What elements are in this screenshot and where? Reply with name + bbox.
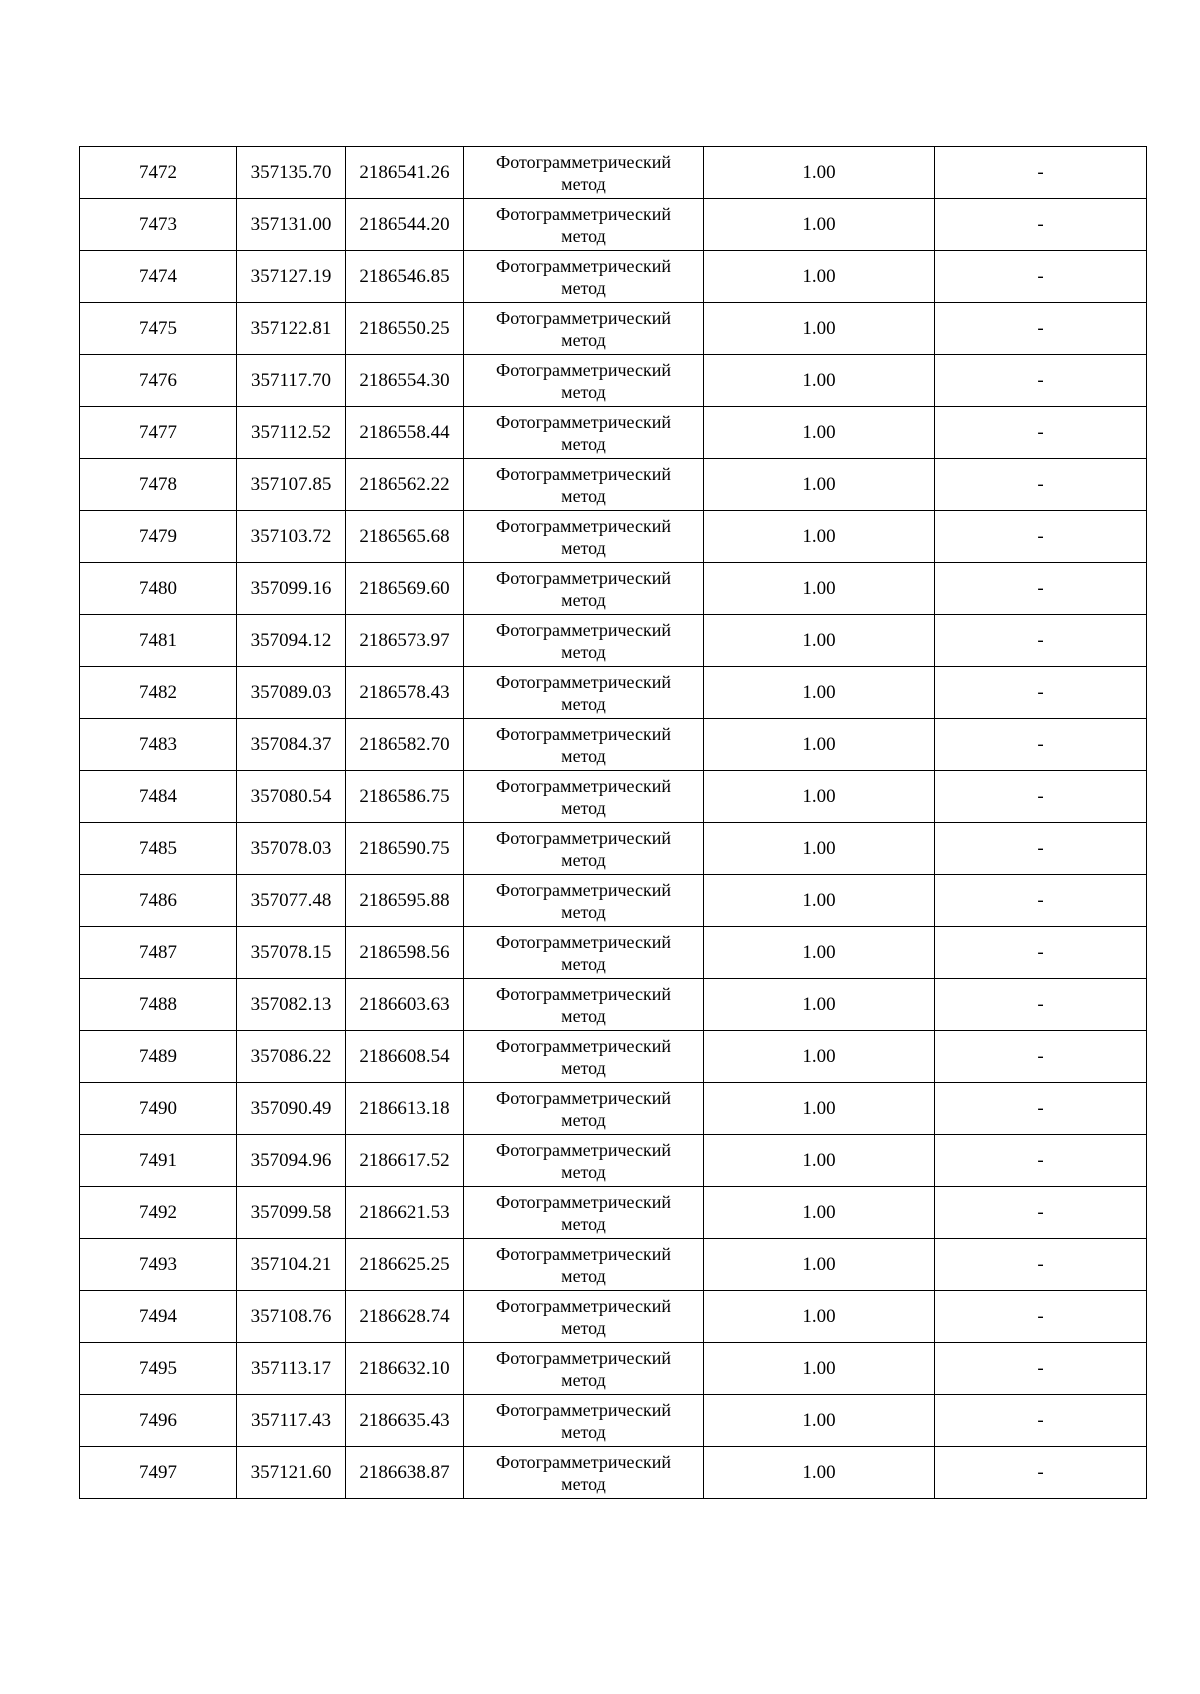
- method-cell: [464, 199, 704, 251]
- method-cell: [464, 615, 704, 667]
- method-cell: [464, 1187, 704, 1239]
- method-cell: [464, 1031, 704, 1083]
- method-line-2: метод: [561, 1473, 606, 1494]
- table-row: [80, 563, 1147, 615]
- table-row: [80, 1395, 1147, 1447]
- x-coordinate-cell: 357127.19: [237, 251, 346, 303]
- accuracy-cell: 1.00: [704, 1187, 935, 1239]
- method-line-2: метод: [561, 433, 606, 454]
- method-line-1: Фотограмметрический: [496, 307, 671, 328]
- accuracy-cell: 1.00: [704, 251, 935, 303]
- method-cell: [464, 459, 704, 511]
- method-line-1: Фотограмметрический: [496, 255, 671, 276]
- method-cell: [464, 1083, 704, 1135]
- method-cell: [464, 1291, 704, 1343]
- method-cell: [464, 667, 704, 719]
- accuracy-cell: 1.00: [704, 823, 935, 875]
- note-cell: -: [935, 1187, 1147, 1239]
- table-row: [80, 459, 1147, 511]
- table-row: [80, 1239, 1147, 1291]
- method-line-2: метод: [561, 745, 606, 766]
- method-cell: [464, 1343, 704, 1395]
- table-row: [80, 1447, 1147, 1499]
- x-coordinate-cell: 357135.70: [237, 147, 346, 199]
- note-cell: -: [935, 1083, 1147, 1135]
- method-cell: [464, 563, 704, 615]
- method-line-2: метод: [561, 537, 606, 558]
- y-coordinate-cell: 2186582.70: [346, 719, 464, 771]
- coordinates-table: [79, 146, 1147, 1499]
- x-coordinate-cell: 357117.70: [237, 355, 346, 407]
- y-coordinate-cell: 2186621.53: [346, 1187, 464, 1239]
- y-coordinate-cell: 2186565.68: [346, 511, 464, 563]
- accuracy-cell: 1.00: [704, 459, 935, 511]
- y-coordinate-cell: 2186635.43: [346, 1395, 464, 1447]
- method-line-1: Фотограмметрический: [496, 931, 671, 952]
- note-cell: -: [935, 615, 1147, 667]
- accuracy-cell: 1.00: [704, 147, 935, 199]
- y-coordinate-cell: 2186603.63: [346, 979, 464, 1031]
- note-cell: -: [935, 875, 1147, 927]
- method-line-2: метод: [561, 1265, 606, 1286]
- y-coordinate-cell: 2186546.85: [346, 251, 464, 303]
- note-cell: -: [935, 719, 1147, 771]
- method-line-2: метод: [561, 797, 606, 818]
- x-coordinate-cell: 357078.03: [237, 823, 346, 875]
- point-number-cell: 7474: [80, 251, 237, 303]
- method-line-1: Фотограмметрический: [496, 1347, 671, 1368]
- x-coordinate-cell: 357117.43: [237, 1395, 346, 1447]
- note-cell: -: [935, 1291, 1147, 1343]
- table-row: [80, 199, 1147, 251]
- method-line-2: метод: [561, 381, 606, 402]
- x-coordinate-cell: 357084.37: [237, 719, 346, 771]
- y-coordinate-cell: 2186573.97: [346, 615, 464, 667]
- note-cell: -: [935, 1031, 1147, 1083]
- table-row: [80, 1291, 1147, 1343]
- y-coordinate-cell: 2186578.43: [346, 667, 464, 719]
- method-line-1: Фотограмметрический: [496, 1035, 671, 1056]
- method-cell: [464, 147, 704, 199]
- method-line-1: Фотограмметрический: [496, 619, 671, 640]
- point-number-cell: 7495: [80, 1343, 237, 1395]
- method-line-1: Фотограмметрический: [496, 983, 671, 1004]
- method-line-1: Фотограмметрический: [496, 671, 671, 692]
- method-line-2: метод: [561, 849, 606, 870]
- method-line-2: метод: [561, 1057, 606, 1078]
- method-line-1: Фотограмметрический: [496, 1451, 671, 1472]
- note-cell: -: [935, 823, 1147, 875]
- x-coordinate-cell: 357099.58: [237, 1187, 346, 1239]
- method-cell: [464, 1447, 704, 1499]
- method-cell: [464, 1395, 704, 1447]
- note-cell: -: [935, 511, 1147, 563]
- x-coordinate-cell: 357113.17: [237, 1343, 346, 1395]
- method-line-2: метод: [561, 589, 606, 610]
- point-number-cell: 7485: [80, 823, 237, 875]
- accuracy-cell: 1.00: [704, 1083, 935, 1135]
- y-coordinate-cell: 2186617.52: [346, 1135, 464, 1187]
- note-cell: -: [935, 667, 1147, 719]
- x-coordinate-cell: 357122.81: [237, 303, 346, 355]
- method-line-2: метод: [561, 1369, 606, 1390]
- accuracy-cell: 1.00: [704, 615, 935, 667]
- method-line-2: метод: [561, 225, 606, 246]
- method-line-2: метод: [561, 329, 606, 350]
- method-line-2: метод: [561, 1317, 606, 1338]
- point-number-cell: 7472: [80, 147, 237, 199]
- accuracy-cell: 1.00: [704, 563, 935, 615]
- point-number-cell: 7478: [80, 459, 237, 511]
- point-number-cell: 7476: [80, 355, 237, 407]
- method-cell: [464, 407, 704, 459]
- note-cell: -: [935, 927, 1147, 979]
- method-cell: [464, 511, 704, 563]
- method-cell: [464, 1239, 704, 1291]
- method-line-2: метод: [561, 641, 606, 662]
- x-coordinate-cell: 357103.72: [237, 511, 346, 563]
- accuracy-cell: 1.00: [704, 1031, 935, 1083]
- x-coordinate-cell: 357107.85: [237, 459, 346, 511]
- point-number-cell: 7475: [80, 303, 237, 355]
- x-coordinate-cell: 357099.16: [237, 563, 346, 615]
- method-line-1: Фотограмметрический: [496, 1295, 671, 1316]
- x-coordinate-cell: 357121.60: [237, 1447, 346, 1499]
- table-row: [80, 407, 1147, 459]
- point-number-cell: 7477: [80, 407, 237, 459]
- y-coordinate-cell: 2186590.75: [346, 823, 464, 875]
- point-number-cell: 7488: [80, 979, 237, 1031]
- accuracy-cell: 1.00: [704, 1447, 935, 1499]
- method-cell: [464, 771, 704, 823]
- method-line-2: метод: [561, 1213, 606, 1234]
- x-coordinate-cell: 357108.76: [237, 1291, 346, 1343]
- y-coordinate-cell: 2186613.18: [346, 1083, 464, 1135]
- method-line-2: метод: [561, 277, 606, 298]
- method-line-1: Фотограмметрический: [496, 1139, 671, 1160]
- x-coordinate-cell: 357080.54: [237, 771, 346, 823]
- note-cell: -: [935, 1395, 1147, 1447]
- accuracy-cell: 1.00: [704, 355, 935, 407]
- note-cell: -: [935, 199, 1147, 251]
- x-coordinate-cell: 357094.12: [237, 615, 346, 667]
- accuracy-cell: 1.00: [704, 1239, 935, 1291]
- x-coordinate-cell: 357094.96: [237, 1135, 346, 1187]
- table-row: [80, 251, 1147, 303]
- method-line-1: Фотограмметрический: [496, 359, 671, 380]
- method-cell: [464, 251, 704, 303]
- point-number-cell: 7481: [80, 615, 237, 667]
- accuracy-cell: 1.00: [704, 407, 935, 459]
- method-line-1: Фотограмметрический: [496, 775, 671, 796]
- point-number-cell: 7492: [80, 1187, 237, 1239]
- note-cell: -: [935, 979, 1147, 1031]
- x-coordinate-cell: 357104.21: [237, 1239, 346, 1291]
- table-row: [80, 719, 1147, 771]
- note-cell: -: [935, 459, 1147, 511]
- point-number-cell: 7487: [80, 927, 237, 979]
- point-number-cell: 7473: [80, 199, 237, 251]
- method-line-1: Фотограмметрический: [496, 151, 671, 172]
- method-line-1: Фотограмметрический: [496, 827, 671, 848]
- x-coordinate-cell: 357089.03: [237, 667, 346, 719]
- x-coordinate-cell: 357086.22: [237, 1031, 346, 1083]
- y-coordinate-cell: 2186598.56: [346, 927, 464, 979]
- method-line-1: Фотограмметрический: [496, 411, 671, 432]
- accuracy-cell: 1.00: [704, 303, 935, 355]
- note-cell: -: [935, 407, 1147, 459]
- method-cell: [464, 355, 704, 407]
- method-line-1: Фотограмметрический: [496, 515, 671, 536]
- accuracy-cell: 1.00: [704, 1343, 935, 1395]
- method-line-1: Фотограмметрический: [496, 567, 671, 588]
- point-number-cell: 7494: [80, 1291, 237, 1343]
- point-number-cell: 7482: [80, 667, 237, 719]
- y-coordinate-cell: 2186632.10: [346, 1343, 464, 1395]
- accuracy-cell: 1.00: [704, 875, 935, 927]
- table-row: [80, 771, 1147, 823]
- method-line-2: метод: [561, 953, 606, 974]
- method-line-2: метод: [561, 693, 606, 714]
- method-line-1: Фотограмметрический: [496, 1399, 671, 1420]
- table-row: [80, 355, 1147, 407]
- y-coordinate-cell: 2186595.88: [346, 875, 464, 927]
- accuracy-cell: 1.00: [704, 979, 935, 1031]
- x-coordinate-cell: 357078.15: [237, 927, 346, 979]
- accuracy-cell: 1.00: [704, 667, 935, 719]
- method-cell: [464, 979, 704, 1031]
- table-row: [80, 875, 1147, 927]
- accuracy-cell: 1.00: [704, 1395, 935, 1447]
- point-number-cell: 7479: [80, 511, 237, 563]
- point-number-cell: 7496: [80, 1395, 237, 1447]
- method-line-2: метод: [561, 1109, 606, 1130]
- note-cell: -: [935, 251, 1147, 303]
- y-coordinate-cell: 2186628.74: [346, 1291, 464, 1343]
- note-cell: -: [935, 303, 1147, 355]
- table-row: [80, 927, 1147, 979]
- point-number-cell: 7493: [80, 1239, 237, 1291]
- method-cell: [464, 927, 704, 979]
- point-number-cell: 7484: [80, 771, 237, 823]
- note-cell: -: [935, 1447, 1147, 1499]
- note-cell: -: [935, 147, 1147, 199]
- y-coordinate-cell: 2186625.25: [346, 1239, 464, 1291]
- accuracy-cell: 1.00: [704, 511, 935, 563]
- point-number-cell: 7497: [80, 1447, 237, 1499]
- point-number-cell: 7489: [80, 1031, 237, 1083]
- y-coordinate-cell: 2186541.26: [346, 147, 464, 199]
- method-cell: [464, 303, 704, 355]
- table-row: [80, 511, 1147, 563]
- table-row: [80, 1031, 1147, 1083]
- method-line-1: Фотограмметрический: [496, 1087, 671, 1108]
- table-row: [80, 303, 1147, 355]
- y-coordinate-cell: 2186638.87: [346, 1447, 464, 1499]
- method-line-2: метод: [561, 901, 606, 922]
- y-coordinate-cell: 2186569.60: [346, 563, 464, 615]
- note-cell: -: [935, 1343, 1147, 1395]
- x-coordinate-cell: 357090.49: [237, 1083, 346, 1135]
- note-cell: -: [935, 355, 1147, 407]
- method-line-1: Фотограмметрический: [496, 1191, 671, 1212]
- method-cell: [464, 823, 704, 875]
- method-line-1: Фотограмметрический: [496, 879, 671, 900]
- table-row: [80, 979, 1147, 1031]
- note-cell: -: [935, 771, 1147, 823]
- accuracy-cell: 1.00: [704, 1291, 935, 1343]
- point-number-cell: 7490: [80, 1083, 237, 1135]
- method-line-2: метод: [561, 1421, 606, 1442]
- table-row: [80, 1343, 1147, 1395]
- y-coordinate-cell: 2186608.54: [346, 1031, 464, 1083]
- accuracy-cell: 1.00: [704, 927, 935, 979]
- point-number-cell: 7480: [80, 563, 237, 615]
- table-row: [80, 615, 1147, 667]
- note-cell: -: [935, 1239, 1147, 1291]
- x-coordinate-cell: 357131.00: [237, 199, 346, 251]
- table-body: [80, 147, 1147, 1499]
- accuracy-cell: 1.00: [704, 199, 935, 251]
- table-row: [80, 1083, 1147, 1135]
- point-number-cell: 7486: [80, 875, 237, 927]
- method-line-1: Фотограмметрический: [496, 463, 671, 484]
- accuracy-cell: 1.00: [704, 771, 935, 823]
- method-cell: [464, 1135, 704, 1187]
- method-line-1: Фотограмметрический: [496, 723, 671, 744]
- y-coordinate-cell: 2186562.22: [346, 459, 464, 511]
- y-coordinate-cell: 2186550.25: [346, 303, 464, 355]
- y-coordinate-cell: 2186558.44: [346, 407, 464, 459]
- table-row: [80, 667, 1147, 719]
- method-line-2: метод: [561, 173, 606, 194]
- table-row: [80, 1187, 1147, 1239]
- table-row: [80, 823, 1147, 875]
- y-coordinate-cell: 2186586.75: [346, 771, 464, 823]
- method-cell: [464, 875, 704, 927]
- y-coordinate-cell: 2186544.20: [346, 199, 464, 251]
- method-line-2: метод: [561, 1161, 606, 1182]
- method-line-1: Фотограмметрический: [496, 203, 671, 224]
- method-line-1: Фотограмметрический: [496, 1243, 671, 1264]
- x-coordinate-cell: 357082.13: [237, 979, 346, 1031]
- table-row: [80, 1135, 1147, 1187]
- method-line-2: метод: [561, 1005, 606, 1026]
- note-cell: -: [935, 563, 1147, 615]
- x-coordinate-cell: 357077.48: [237, 875, 346, 927]
- accuracy-cell: 1.00: [704, 1135, 935, 1187]
- accuracy-cell: 1.00: [704, 719, 935, 771]
- x-coordinate-cell: 357112.52: [237, 407, 346, 459]
- table-row: [80, 147, 1147, 199]
- y-coordinate-cell: 2186554.30: [346, 355, 464, 407]
- method-cell: [464, 719, 704, 771]
- point-number-cell: 7483: [80, 719, 237, 771]
- note-cell: -: [935, 1135, 1147, 1187]
- method-line-2: метод: [561, 485, 606, 506]
- point-number-cell: 7491: [80, 1135, 237, 1187]
